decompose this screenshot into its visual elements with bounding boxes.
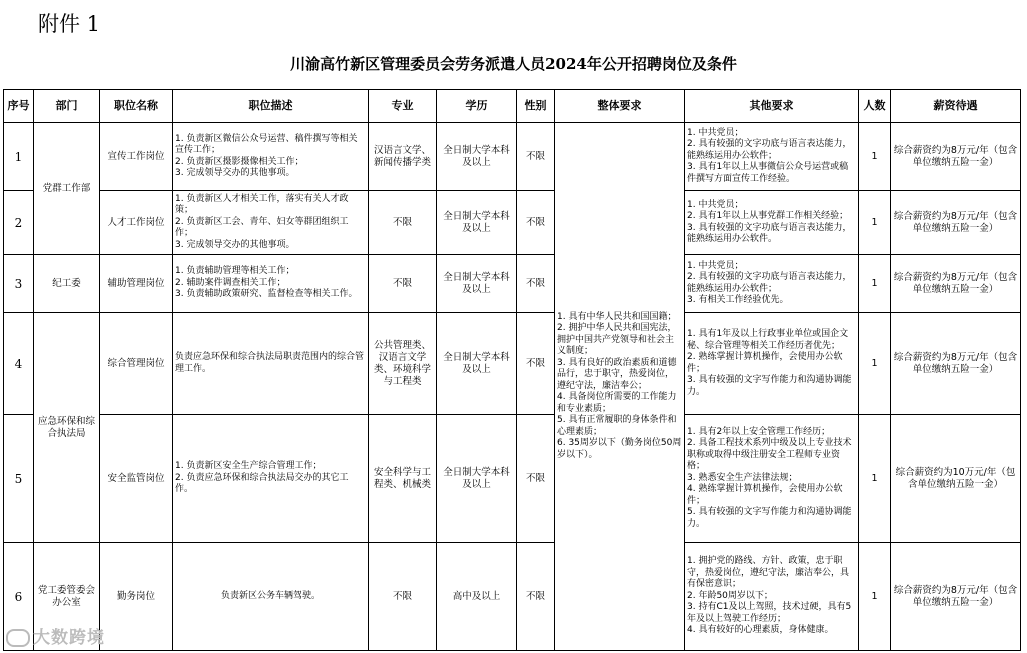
cell-no: 3 — [4, 255, 34, 313]
cell-no: 2 — [4, 191, 34, 255]
header-position: 职位名称 — [100, 90, 173, 123]
cell-other: 1. 中共党员； 2. 具有1年以上从事党群工作相关经验； 3. 具有较强的文字功底与语言表达能力，能熟练运用办公软件。 — [685, 191, 859, 255]
cell-edu: 全日制大学本科及以上 — [437, 415, 517, 543]
header-desc: 职位描述 — [173, 90, 369, 123]
cell-desc: 1. 负责辅助管理等相关工作； 2. 辅助案件调查相关工作； 3. 负责辅助政策研究、监督检查等相关工作。 — [173, 255, 369, 313]
header-no: 序号 — [4, 90, 34, 123]
cell-gender: 不限 — [517, 191, 555, 255]
cell-salary: 综合薪资约为8万元/年（包含单位缴纳五险一金） — [891, 191, 1021, 255]
table-row — [4, 255, 1021, 313]
cell-other: 1. 具有1年及以上行政事业单位或国企文秘、综合管理等相关工作经历者优先； 2. 熟练掌握计算机操作，会使用办公软件； 3. 具有较强的文字写作能力和沟通协调能力。 — [685, 313, 859, 415]
header-major: 专业 — [369, 90, 437, 123]
cell-gender: 不限 — [517, 255, 555, 313]
cell-count: 1 — [859, 543, 891, 651]
header-gender: 性别 — [517, 90, 555, 123]
cell-other: 1. 具有2年以上安全管理工作经历； 2. 具备工程技术系列中级及以上专业技术职称或取得中级注册安全工程师专业资格； 3. 熟悉安全生产法律法规； 4. 熟练掌握计算机操作，会使用办公软件； 5. 具有较强的文字写作能力和沟通协调能力。 — [685, 415, 859, 543]
cell-edu: 全日制大学本科及以上 — [437, 313, 517, 415]
cell-gender: 不限 — [517, 415, 555, 543]
cell-salary: 综合薪资约为8万元/年（包含单位缴纳五险一金） — [891, 543, 1021, 651]
cell-dept: 党群工作部 — [34, 123, 100, 255]
cell-count: 1 — [859, 415, 891, 543]
watermark — [6, 623, 105, 648]
cell-position: 安全监管岗位 — [100, 415, 173, 543]
cell-count: 1 — [859, 191, 891, 255]
cell-other: 1. 中共党员； 2. 具有较强的文字功底与语言表达能力，能熟练运用办公软件； 3. 有相关工作经验优先。 — [685, 255, 859, 313]
cell-no: 4 — [4, 313, 34, 415]
header-overall: 整体要求 — [555, 90, 685, 123]
cell-major: 不限 — [369, 543, 437, 651]
cell-other: 1. 拥护党的路线、方针、政策，忠于职守，热爱岗位，遵纪守法，廉洁奉公，具有保密意识； 2. 年龄50周岁以下； 3. 持有C1及以上驾照，技术过硬，具有5年及以上驾驶工作经历； 4. 具有较好的心理素质，身体健康。 — [685, 543, 859, 651]
cell-dept: 党工委管委会办公室 — [34, 543, 100, 651]
cell-major: 汉语言文学、新闻传播学类 — [369, 123, 437, 191]
attachment-label: 附件 1 — [38, 12, 101, 36]
header-edu: 学历 — [437, 90, 517, 123]
table-row — [4, 123, 1021, 191]
cell-major: 不限 — [369, 255, 437, 313]
header-dept: 部门 — [34, 90, 100, 123]
cell-count: 1 — [859, 255, 891, 313]
cell-position: 勤务岗位 — [100, 543, 173, 651]
table-row — [4, 191, 1021, 255]
header-other: 其他要求 — [685, 90, 859, 123]
cell-major: 公共管理类、汉语言文学类、环境科学与工程类 — [369, 313, 437, 415]
cell-gender: 不限 — [517, 123, 555, 191]
cell-edu: 全日制大学本科及以上 — [437, 123, 517, 191]
cell-count: 1 — [859, 123, 891, 191]
cell-other: 1. 中共党员； 2. 具有较强的文字功底与语言表达能力，能熟练运用办公软件； 3. 具有1年以上从事微信公众号运营或稿件撰写方面宣传工作经验。 — [685, 123, 859, 191]
cell-desc: 1. 负责新区安全生产综合管理工作； 2. 负责应急环保和综合执法局交办的其它工作。 — [173, 415, 369, 543]
cell-desc: 负责新区公务车辆驾驶。 — [173, 543, 369, 651]
cell-desc: 负责应急环保和综合执法局职责范围内的综合管理工作。 — [173, 313, 369, 415]
header-row — [4, 90, 1021, 123]
table-row — [4, 543, 1021, 651]
cell-position: 人才工作岗位 — [100, 191, 173, 255]
cell-count: 1 — [859, 313, 891, 415]
recruitment-table — [3, 89, 1021, 651]
cell-overall: 1. 具有中华人民共和国国籍； 2. 拥护中华人民共和国宪法，拥护中国共产党领导和社会主义制度； 3. 具有良好的政治素质和道德品行，忠于职守，热爱岗位，遵纪守法，廉洁奉公； 4. 具备岗位所需要的工作能力和专业素质； 5. 具有正常履职的身体条件和心理素质； 6. 35周岁以下（勤务岗位50周岁以下）。 — [555, 123, 685, 651]
cell-desc: 1. 负责新区微信公众号运营、稿件撰写等相关宣传工作； 2. 负责新区摄影摄像相关工作； 3. 完成领导交办的其他事项。 — [173, 123, 369, 191]
cell-salary: 综合薪资约为8万元/年（包含单位缴纳五险一金） — [891, 123, 1021, 191]
cell-salary: 综合薪资约为10万元/年（包含单位缴纳五险一金） — [891, 415, 1021, 543]
cell-edu: 全日制大学本科及以上 — [437, 191, 517, 255]
cell-no: 6 — [4, 543, 34, 651]
cell-major: 不限 — [369, 191, 437, 255]
cell-no: 5 — [4, 415, 34, 543]
header-salary: 薪资待遇 — [891, 90, 1021, 123]
cell-position: 辅助管理岗位 — [100, 255, 173, 313]
cell-salary: 综合薪资约为8万元/年（包含单位缴纳五险一金） — [891, 255, 1021, 313]
cell-no: 1 — [4, 123, 34, 191]
cell-position: 宣传工作岗位 — [100, 123, 173, 191]
cell-position: 综合管理岗位 — [100, 313, 173, 415]
cell-edu: 全日制大学本科及以上 — [437, 255, 517, 313]
cell-major: 安全科学与工程类、机械类 — [369, 415, 437, 543]
watermark-text: 大数跨境 — [33, 628, 105, 648]
table-row — [4, 415, 1021, 543]
cell-gender: 不限 — [517, 313, 555, 415]
cell-edu: 高中及以上 — [437, 543, 517, 651]
cell-desc: 1. 负责新区人才相关工作，落实有关人才政策； 2. 负责新区工会、青年、妇女等群团组织工作； 3. 完成领导交办的其他事项。 — [173, 191, 369, 255]
document-title: 川渝高竹新区管理委员会劳务派遣人员2024年公开招聘岗位及条件 — [290, 55, 737, 73]
cell-dept: 应急环保和综合执法局 — [34, 313, 100, 543]
header-count: 人数 — [859, 90, 891, 123]
table-row — [4, 313, 1021, 415]
watermark-logo-icon — [6, 629, 30, 647]
cell-dept: 纪工委 — [34, 255, 100, 313]
cell-salary: 综合薪资约为8万元/年（包含单位缴纳五险一金） — [891, 313, 1021, 415]
cell-gender: 不限 — [517, 543, 555, 651]
